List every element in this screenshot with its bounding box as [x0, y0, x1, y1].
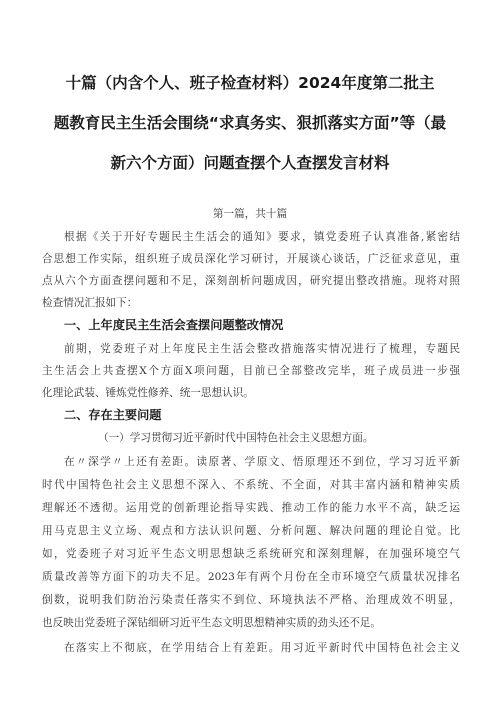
intro-line-3: 点从六个方面查摆问题和不足，深刻剖析问题成因，研究提出整改措施。现将对照 [42, 275, 460, 287]
document-title-line-1: 十篇（内含个人、班子检查材料）2024年度第二批主 [65, 74, 435, 92]
subsection-1-line-3: 理解还不透彻。运用党的创新理论指导实践、推动工作的能力水平不高，缺乏运 [42, 502, 460, 514]
document-subtitle: 第一篇，共十篇 [212, 208, 288, 220]
intro-line-1: 根据《关于开好专题民主生活会的通知》要求，镇党委班子认真准备,紧密结 [64, 231, 460, 243]
subsection-1-heading: （一）学习贯彻习近平新时代中国特色社会主义思想方面。 [98, 432, 374, 444]
intro-line-4: 检查情况汇报如下： [42, 297, 138, 309]
subsection-1-line-2: 时代中国特色社会主义思想不深入、不系统、不全面，对其丰富内涵和精神实质 [42, 479, 460, 491]
section-1-line-1: 前期，党委班子对上年度民主生活会整改措施落实情况进行了梳理，专题民 [64, 343, 460, 355]
section-1-heading: 一、上年度民主生活会查摆问题整改情况 [64, 318, 284, 332]
document-title-line-3: 新六个方面）问题查摆个人查摆发言材料 [110, 154, 390, 172]
section-1-line-3: 化理论武装、锤炼党性修养、统一思想认识。 [42, 387, 254, 399]
section-2-heading: 二、存在主要问题 [64, 408, 162, 422]
subsection-1-line-5: 如，党委班子对习近平生态文明思想缺乏系统研究和深刻理解，在加强环境空气 [42, 548, 460, 560]
subsection-1-line-4: 用马克思主义立场、观点和方法认识问题、分析问题、解决问题的理论自觉。比 [42, 525, 460, 537]
intro-line-2: 合思想工作实际，组织班子成员深化学习研讨，开展谈心谈话，广泛征求意见，重 [42, 253, 460, 265]
subsection-1-line-6: 质量改善等方面下的功夫不足。2023年有两个月份在全市环境空气质量状况排名 [42, 571, 460, 583]
subsection-1-line-7: 倒数，说明我们防治污染责任落实不到位、环境执法不严格、治理成效不明显， [42, 594, 460, 606]
subsection-1-line-1: 在〃深学〃上还有差距。读原著、学原文、悟原理还不到位，学习习近平新 [64, 456, 460, 468]
subsection-1-line-8: 也反映出党委班子深钻细研习近平生态文明思想精神实质的劲头还不足。 [42, 617, 381, 629]
section-1-line-2: 主生活会上共查摆X个方面X项问题，目前已全部整改完毕，班子成员进一步强 [42, 365, 460, 377]
subsection-2-line-1: 在落实上不彻底，在学用结合上有差距。用习近平新时代中国特色社会主义 [64, 642, 460, 654]
document-title-line-2: 题教育民主生活会围绕“求真务实、狠抓落实方面”等（最 [53, 114, 447, 132]
